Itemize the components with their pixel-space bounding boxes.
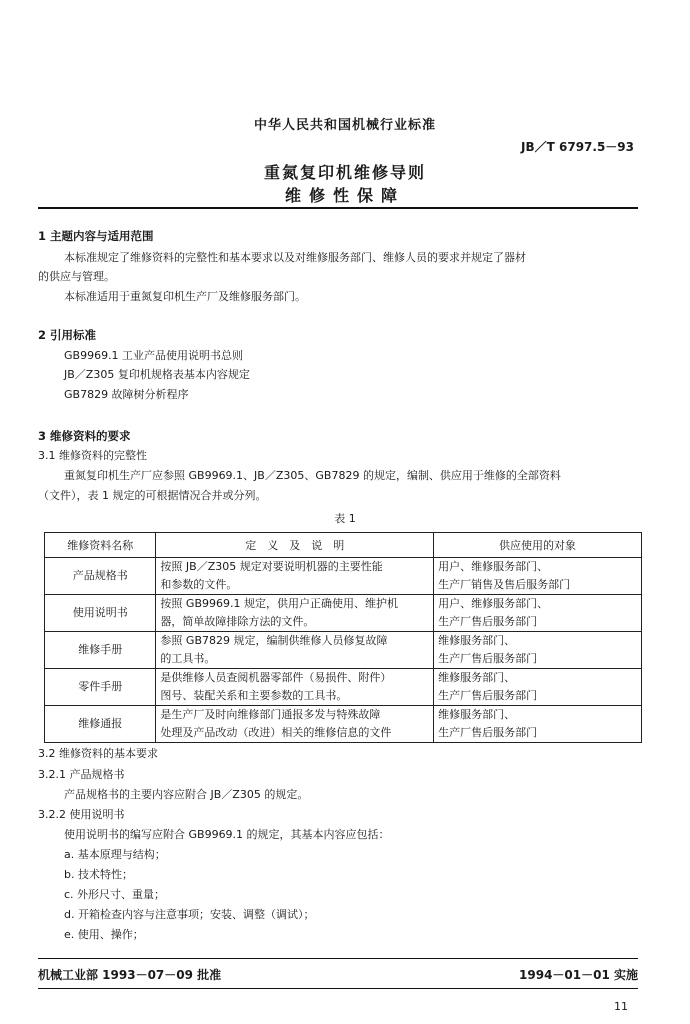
definition-cell bbox=[156, 595, 434, 632]
effective-date: 1994－01－01 实施 bbox=[519, 968, 638, 982]
audience-line: 生产厂售后服务部门 bbox=[438, 652, 538, 665]
audience-cell bbox=[434, 706, 642, 743]
standard-code: JB／T 6797.5－93 bbox=[521, 140, 634, 154]
table-caption: 表 1 bbox=[334, 512, 356, 525]
document-subtitle: 维修性保障 bbox=[284, 186, 405, 205]
section-3-2-heading: 3.2 维修资料的基本要求 bbox=[38, 747, 158, 760]
section-1-paragraph-1-line-2: 的供应与管理。 bbox=[38, 270, 115, 283]
section-3-1-paragraph-line-2: （文件），表 1 规定的可根据情况合并或分列。 bbox=[38, 489, 267, 502]
audience-cell bbox=[434, 669, 642, 706]
section-1-paragraph-2: 本标准适用于重氮复印机生产厂及维修服务部门。 bbox=[64, 290, 306, 303]
column-header: 供应使用的对象 bbox=[434, 533, 642, 558]
section-3-1-heading: 3.1 维修资料的完整性 bbox=[38, 449, 147, 462]
definition-cell bbox=[156, 632, 434, 669]
audience-line: 生产厂售后服务部门 bbox=[438, 615, 538, 628]
document-name-cell: 维修手册 bbox=[45, 632, 156, 669]
definition-line: 参照 GB7829 规定，编制供维修人员修复故障 bbox=[160, 634, 388, 647]
audience-line: 用户、维修服务部门、 bbox=[438, 560, 549, 573]
table-row bbox=[45, 595, 642, 632]
footer-bottom-rule bbox=[38, 988, 638, 989]
definition-line: 按照 GB9969.1 规定，供用户正确使用、维护机 bbox=[160, 597, 398, 610]
document-name-cell: 产品规格书 bbox=[45, 558, 156, 595]
maintenance-documents-table bbox=[44, 532, 642, 743]
audience-line: 维修服务部门、 bbox=[438, 634, 516, 647]
definition-cell bbox=[156, 669, 434, 706]
definition-line: 的工具书。 bbox=[160, 652, 216, 665]
table-row bbox=[45, 669, 642, 706]
table-header-row bbox=[45, 533, 642, 558]
definition-line: 是生产厂及时向维修部门通报多发与特殊故障 bbox=[160, 708, 381, 721]
section-2-heading: 2 引用标准 bbox=[38, 328, 97, 342]
audience-cell bbox=[434, 632, 642, 669]
audience-cell bbox=[434, 558, 642, 595]
reference-item: JB／Z305 复印机规格表基本内容规定 bbox=[64, 368, 250, 381]
document-name-cell: 零件手册 bbox=[45, 669, 156, 706]
reference-item: GB9969.1 工业产品使用说明书总则 bbox=[64, 349, 244, 362]
audience-line: 生产厂售后服务部门 bbox=[438, 726, 538, 739]
list-item: d. 开箱检查内容与注意事项；安装、调整（调试）； bbox=[64, 908, 315, 921]
section-3-heading: 3 维修资料的要求 bbox=[38, 429, 131, 443]
definition-line: 和参数的文件。 bbox=[160, 578, 238, 591]
audience-line: 生产厂销售及售后服务部门 bbox=[438, 578, 571, 591]
definition-line: 图号、装配关系和主要参数的工具书。 bbox=[160, 689, 348, 702]
approval-date: 机械工业部 1993－07－09 批准 bbox=[38, 968, 222, 982]
page-number: 11 bbox=[614, 1000, 628, 1013]
definition-line: 处理及产品改动（改进）相关的维修信息的文件 bbox=[160, 726, 392, 739]
definition-cell bbox=[156, 706, 434, 743]
list-item: c. 外形尺寸、重量； bbox=[64, 888, 166, 901]
footer-rule bbox=[38, 958, 638, 959]
audience-line: 维修服务部门、 bbox=[438, 708, 516, 721]
document-title: 重氮复印机维修导则 bbox=[263, 163, 426, 182]
column-header: 维修资料名称 bbox=[45, 533, 156, 558]
list-item: a. 基本原理与结构； bbox=[64, 848, 166, 861]
document-name-cell: 维修通报 bbox=[45, 706, 156, 743]
audience-line: 生产厂售后服务部门 bbox=[438, 689, 538, 702]
section-3-2-2-paragraph: 使用说明书的编写应附合 GB9969.1 的规定，其基本内容应包括： bbox=[64, 828, 390, 841]
table-row bbox=[45, 632, 642, 669]
issuing-organization: 中华人民共和国机械行业标准 bbox=[253, 118, 436, 133]
list-item: b. 技术特性； bbox=[64, 868, 133, 881]
audience-cell bbox=[434, 595, 642, 632]
audience-line: 维修服务部门、 bbox=[438, 671, 516, 684]
section-3-2-1-heading: 3.2.1 产品规格书 bbox=[38, 768, 125, 781]
header-rule bbox=[38, 207, 638, 209]
section-3-2-2-heading: 3.2.2 使用说明书 bbox=[38, 808, 125, 821]
definition-line: 是供维修人员查阅机器零部件（易损件、附件） bbox=[160, 671, 392, 684]
reference-item: GB7829 故障树分析程序 bbox=[64, 388, 189, 401]
audience-line: 用户、维修服务部门、 bbox=[438, 597, 549, 610]
definition-line: 按照 JB／Z305 规定对要说明机器的主要性能 bbox=[160, 560, 383, 573]
table-row bbox=[45, 706, 642, 743]
section-3-2-1-paragraph: 产品规格书的主要内容应附合 JB／Z305 的规定。 bbox=[64, 788, 309, 801]
table-row bbox=[45, 558, 642, 595]
definition-cell bbox=[156, 558, 434, 595]
section-1-paragraph-1-line-1: 本标准规定了维修资料的完整性和基本要求以及对维修服务部门、维修人员的要求并规定了器材 bbox=[64, 251, 526, 264]
document-name-cell: 使用说明书 bbox=[45, 595, 156, 632]
definition-line: 器，简单故障排除方法的文件。 bbox=[160, 615, 315, 628]
section-3-1-paragraph-line-1: 重氮复印机生产厂应参照 GB9969.1、JB／Z305、GB7829 的规定，编制、供应用于维修的全部资料 bbox=[64, 469, 561, 482]
list-item: e. 使用、操作； bbox=[64, 928, 144, 941]
section-1-heading: 1 主题内容与适用范围 bbox=[38, 229, 154, 243]
column-header: 定 义 及 说 明 bbox=[156, 533, 434, 558]
